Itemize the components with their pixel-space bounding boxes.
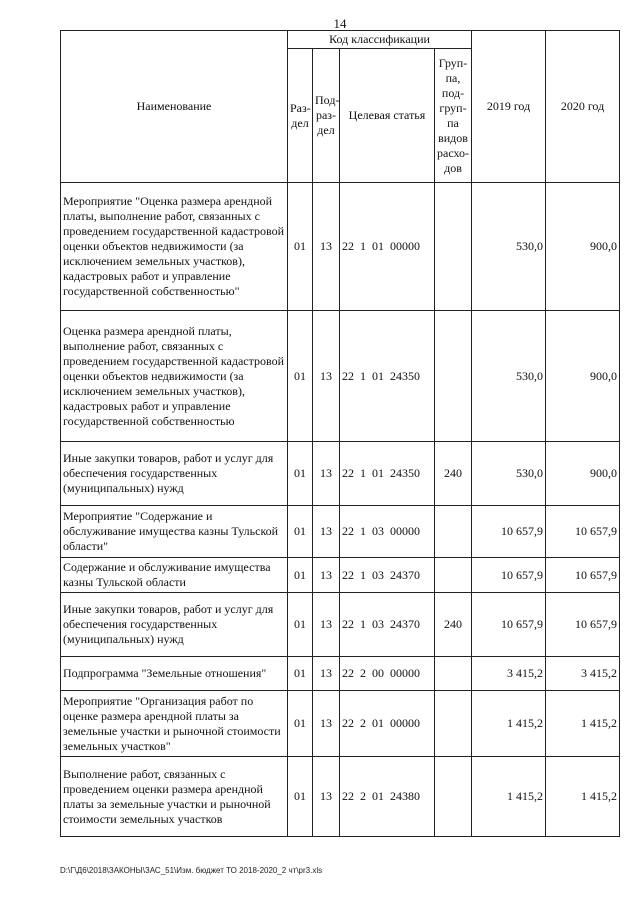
row-section: 01 — [288, 183, 313, 311]
row-2019: 530,0 — [472, 442, 546, 506]
header-code-classification: Код классификации — [288, 31, 472, 49]
row-group — [435, 183, 472, 311]
row-2019: 530,0 — [472, 311, 546, 442]
row-section: 01 — [288, 442, 313, 506]
row-group — [435, 691, 472, 757]
header-expense-group: Груп- па, под- груп- па видов расхо- дов — [435, 49, 472, 183]
row-group — [435, 311, 472, 442]
row-2019: 10 657,9 — [472, 593, 546, 657]
row-name: Выполнение работ, связанных с проведением оценки размера арендной платы за земельные участки и рыночной стоимости земельных участков — [61, 757, 288, 837]
row-section: 01 — [288, 558, 313, 593]
row-subsection: 13 — [313, 311, 340, 442]
row-group: 240 — [435, 442, 472, 506]
row-name: Иные закупки товаров, работ и услуг для обеспечения государственных (муниципальных) нужд — [61, 593, 288, 657]
row-name: Мероприятие "Содержание и обслуживание имущества казны Тульской области" — [61, 506, 288, 558]
header-target: Целевая статья — [340, 49, 435, 183]
file-path-footer: D:\Г\Д6\2018\ЗАКОНЫ\ЗАС_51\Изм. бюджет ТО 2018-2020_2 чт\pr3.xls — [60, 866, 323, 875]
page-number: 14 — [333, 16, 347, 31]
row-section: 01 — [288, 691, 313, 757]
row-2019: 530,0 — [472, 183, 546, 311]
row-target: 22 1 01 24350 — [340, 442, 435, 506]
row-section: 01 — [288, 657, 313, 691]
row-2020: 900,0 — [546, 183, 620, 311]
row-target: 22 1 01 24350 — [340, 311, 435, 442]
row-name: Мероприятие "Оценка размера арендной платы, выполнение работ, связанных с проведением государственной кадастровой оценки объектов недвижимости (за исключением земельных участков), кадастровых работ и управление государственной собственностью" — [61, 183, 288, 311]
row-name: Оценка размера арендной платы, выполнение работ, связанных с проведением государственной кадастровой оценки объектов недвижимости (за исключением земельных участков), кадастровых работ и управление государственной собственностью — [61, 311, 288, 442]
row-2019: 10 657,9 — [472, 558, 546, 593]
row-group — [435, 657, 472, 691]
table-row — [61, 183, 620, 311]
row-2020: 3 415,2 — [546, 657, 620, 691]
row-target: 22 2 01 24380 — [340, 757, 435, 837]
row-target: 22 1 03 24370 — [340, 593, 435, 657]
row-group — [435, 757, 472, 837]
row-2019: 1 415,2 — [472, 757, 546, 837]
row-subsection: 13 — [313, 183, 340, 311]
row-subsection: 13 — [313, 558, 340, 593]
header-section: Раз- дел — [288, 49, 313, 183]
table-row — [61, 506, 620, 558]
row-2020: 900,0 — [546, 311, 620, 442]
budget-table — [60, 30, 620, 837]
row-name: Иные закупки товаров, работ и услуг для обеспечения государственных (муниципальных) нужд — [61, 442, 288, 506]
row-target: 22 1 03 00000 — [340, 506, 435, 558]
row-section: 01 — [288, 506, 313, 558]
table-row — [61, 757, 620, 837]
table-row — [61, 311, 620, 442]
row-target: 22 2 00 00000 — [340, 657, 435, 691]
table-row — [61, 691, 620, 757]
table-row — [61, 558, 620, 593]
row-subsection: 13 — [313, 691, 340, 757]
row-section: 01 — [288, 757, 313, 837]
table-row — [61, 442, 620, 506]
row-2020: 10 657,9 — [546, 558, 620, 593]
table-row — [61, 593, 620, 657]
row-2020: 1 415,2 — [546, 691, 620, 757]
row-name: Подпрограмма "Земельные отношения" — [61, 657, 288, 691]
table-row — [61, 657, 620, 691]
row-2020: 900,0 — [546, 442, 620, 506]
row-target: 22 2 01 00000 — [340, 691, 435, 757]
row-target: 22 1 03 24370 — [340, 558, 435, 593]
row-name: Содержание и обслуживание имущества казны Тульской области — [61, 558, 288, 593]
row-2020: 1 415,2 — [546, 757, 620, 837]
row-2019: 3 415,2 — [472, 657, 546, 691]
row-target: 22 1 01 00000 — [340, 183, 435, 311]
row-name: Мероприятие "Организация работ по оценке размера арендной платы за земельные участки и рыночной стоимости земельных участков" — [61, 691, 288, 757]
row-2020: 10 657,9 — [546, 593, 620, 657]
row-subsection: 13 — [313, 442, 340, 506]
header-subsection: Под- раз- дел — [313, 49, 340, 183]
row-subsection: 13 — [313, 757, 340, 837]
row-subsection: 13 — [313, 593, 340, 657]
row-subsection: 13 — [313, 506, 340, 558]
row-group — [435, 558, 472, 593]
row-section: 01 — [288, 593, 313, 657]
row-group: 240 — [435, 593, 472, 657]
header-name: Наименование — [61, 31, 288, 183]
row-section: 01 — [288, 311, 313, 442]
row-2019: 1 415,2 — [472, 691, 546, 757]
row-subsection: 13 — [313, 657, 340, 691]
header-year-2019: 2019 год — [472, 31, 546, 183]
header-year-2020: 2020 год — [546, 31, 620, 183]
row-2019: 10 657,9 — [472, 506, 546, 558]
row-2020: 10 657,9 — [546, 506, 620, 558]
row-group — [435, 506, 472, 558]
